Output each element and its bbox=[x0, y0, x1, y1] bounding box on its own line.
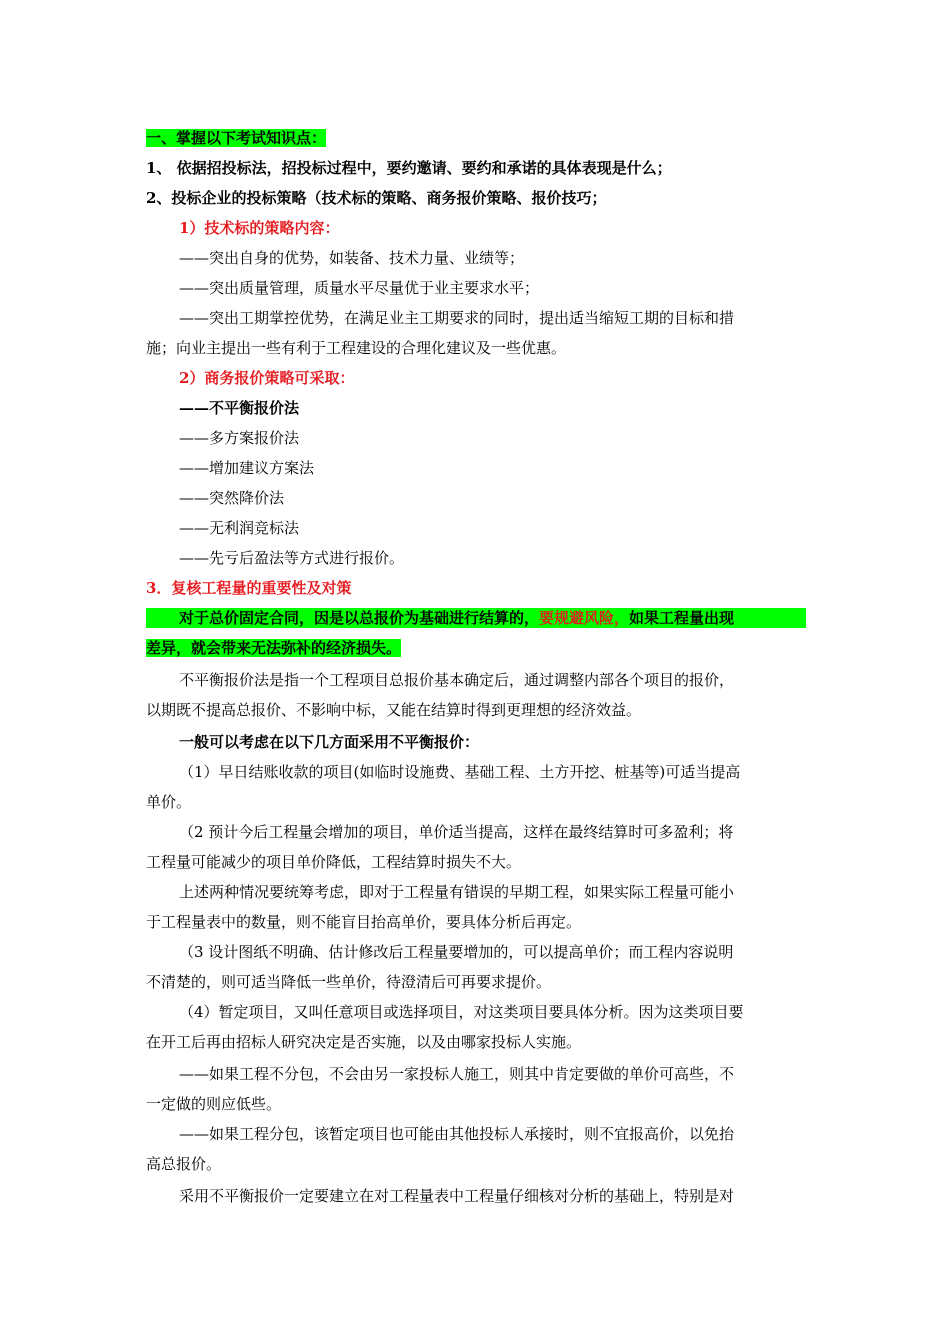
body-line: （1）早日结账收款的项目(如临时设施费、基础工程、土方开挖、桩基等)可适当提高 bbox=[179, 763, 741, 781]
body-line: ——如果工程分包，该暂定项目也可能由其他投标人承接时，则不宜报高价，以免抬 bbox=[179, 1125, 735, 1143]
body-line: 不平衡报价法是指一个工程项目总报价基本确定后，通过调整内部各个项目的报价， bbox=[179, 671, 735, 689]
body-line: 在开工后再由招标人研究决定是否实施，以及由哪家投标人实施。 bbox=[146, 1033, 582, 1051]
body-line: 以期既不提高总报价、不影响中标，又能在结算时得到更理想的经济效益。 bbox=[146, 701, 642, 719]
body-line: 高总报价。 bbox=[146, 1155, 222, 1173]
highlight-line-2: 差异，就会带来无法弥补的经济损失。 bbox=[146, 639, 402, 657]
tech-line: 施；向业主提出一些有利于工程建设的合理化建议及一些优惠。 bbox=[146, 339, 567, 357]
heading-knowledge-points: 一、掌握以下考试知识点： bbox=[146, 129, 327, 147]
highlight-line-1: 对于总价固定合同，因是以总报价为基础进行结算的，要规避风险，如果工程量出现 bbox=[146, 608, 806, 628]
biz-line: ——突然降价法 bbox=[179, 489, 285, 507]
tech-line: ——突出工期掌控优势，在满足业主工期要求的同时，提出适当缩短工期的目标和措 bbox=[179, 309, 735, 327]
body-line: 不清楚的，则可适当降低一些单价，待澄清后可再要求提价。 bbox=[146, 973, 552, 991]
body-line: 工程量可能减少的项目单价降低，工程结算时损失不大。 bbox=[146, 853, 522, 871]
body-line: 单价。 bbox=[146, 793, 192, 811]
body-line: 一定做的则应低些。 bbox=[146, 1095, 282, 1113]
biz-line: ——增加建议方案法 bbox=[179, 459, 315, 477]
biz-line: ——先亏后盈法等方式进行报价。 bbox=[179, 549, 405, 567]
body-line: （3 设计图纸不明确、估计修改后工程量要增加的，可以提高单价；而工程内容说明 bbox=[179, 943, 734, 961]
body-line: 采用不平衡报价一定要建立在对工程量表中工程量仔细核对分析的基础上，特别是对 bbox=[179, 1187, 735, 1205]
item-1: 1、 依据招投标法，招投标过程中，要约邀请、要约和承诺的具体表现是什么； bbox=[146, 159, 672, 177]
body-line-bold: 一般可以考虑在以下几方面采用不平衡报价： bbox=[179, 733, 480, 751]
body-line: （2 预计今后工程量会增加的项目，单价适当提高，这样在最终结算时可多盈利；将 bbox=[179, 823, 734, 841]
biz-strategy-heading: 2）商务报价策略可采取： bbox=[179, 369, 355, 387]
biz-line: ——无利润竞标法 bbox=[179, 519, 300, 537]
body-line: （4）暂定项目，又叫任意项目或选择项目，对这类项目要具体分析。因为这类项目要 bbox=[179, 1003, 744, 1021]
biz-line: ——不平衡报价法 bbox=[179, 399, 300, 417]
section-3-heading: 3．复核工程量的重要性及对策 bbox=[146, 579, 352, 597]
item-2: 2、投标企业的投标策略（技术标的策略、商务报价策略、报价技巧； bbox=[146, 189, 607, 207]
body-line: ——如果工程不分包，不会由另一家投标人施工，则其中肯定要做的单价可高些，不 bbox=[179, 1065, 735, 1083]
tech-line: ——突出自身的优势，如装备、技术力量、业绩等； bbox=[179, 249, 525, 267]
tech-line: ——突出质量管理，质量水平尽量优于业主要求水平； bbox=[179, 279, 540, 297]
body-line: 上述两种情况要统筹考虑，即对于工程量有错误的早期工程，如果实际工程量可能小 bbox=[179, 883, 735, 901]
tech-strategy-heading: 1）技术标的策略内容： bbox=[179, 219, 340, 237]
body-line: 于工程量表中的数量，则不能盲目抬高单价，要具体分析后再定。 bbox=[146, 913, 582, 931]
biz-line: ——多方案报价法 bbox=[179, 429, 300, 447]
